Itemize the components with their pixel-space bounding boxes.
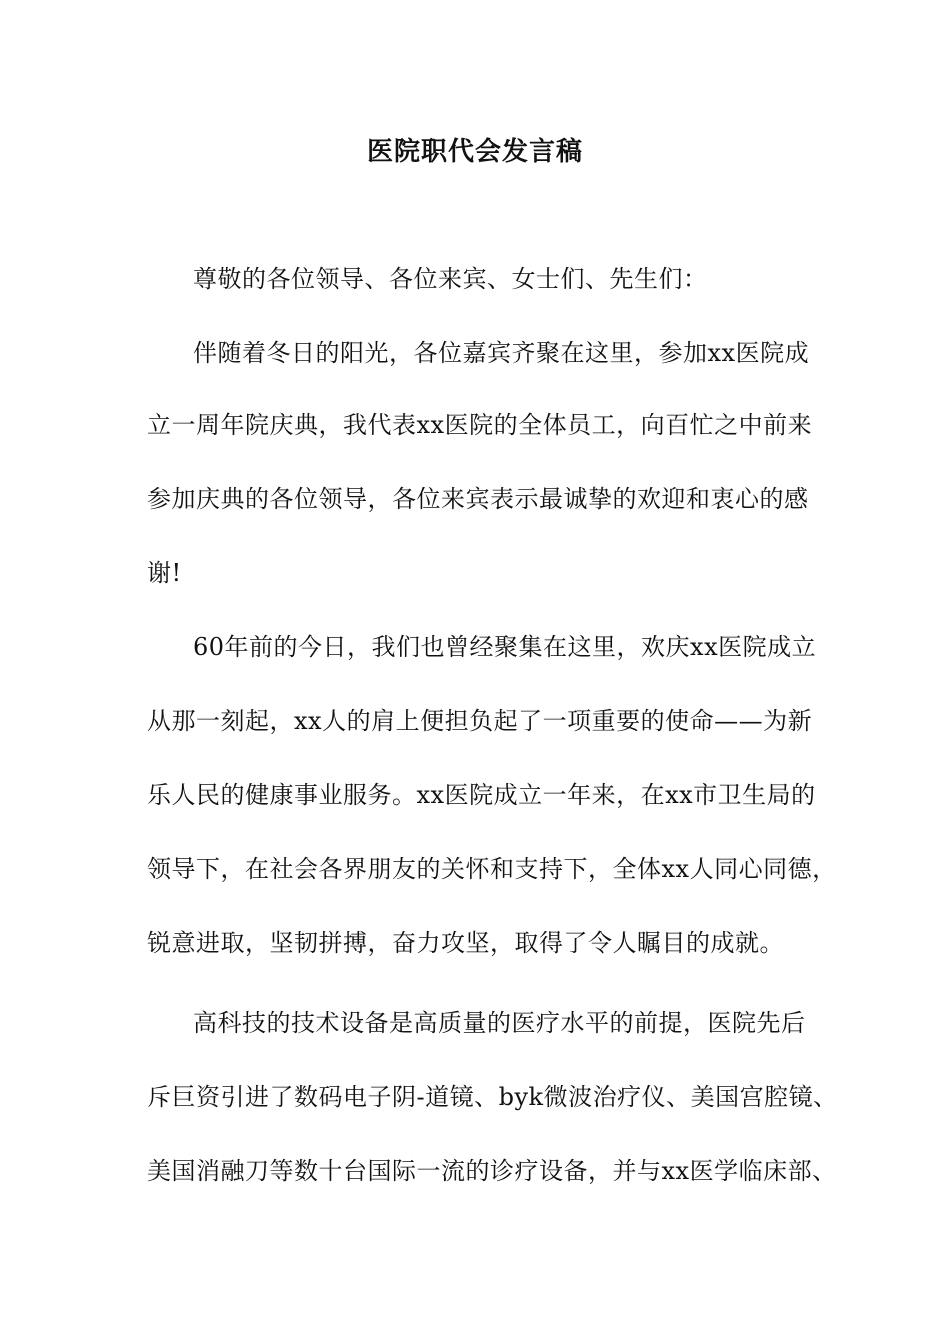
paragraph-line: 锐意进取，坚韧拼搏，奋力攻坚，取得了令人瞩目的成就。: [147, 929, 784, 957]
document-title: 医院职代会发言稿: [366, 137, 583, 167]
paragraph-line: 尊敬的各位领导、各位来宾、女士们、先生们：: [193, 265, 708, 293]
paragraph-line: 立一周年院庆典，我代表xx医院的全体员工，向百忙之中前来: [147, 411, 813, 439]
paragraph-line: 60年前的今日，我们也曾经聚集在这里，欢庆xx医院成立: [193, 633, 817, 661]
paragraph-line: 伴随着冬日的阳光，各位嘉宾齐聚在这里，参加xx医院成: [193, 339, 810, 367]
paragraph-line: 谢!: [147, 559, 182, 587]
paragraph-line: 领导下，在社会各界朋友的关怀和支持下，全体xx人同心同德，: [147, 855, 837, 883]
paragraph-line: 美国消融刀等数十台国际一流的诊疗设备，并与xx医学临床部、: [147, 1157, 837, 1185]
paragraph-line: 高科技的技术设备是高质量的医疗水平的前提，医院先后: [193, 1009, 806, 1037]
paragraph-line: 参加庆典的各位领导，各位来宾表示最诚挚的欢迎和衷心的感: [147, 485, 809, 513]
paragraph-line: 斥巨资引进了数码电子阴-道镜、byk微波治疗仪、美国宫腔镜、: [147, 1083, 838, 1111]
paragraph-line: 从那一刻起，xx人的肩上便担负起了一项重要的使命——为新: [147, 707, 813, 735]
paragraph-line: 乐人民的健康事业服务。xx医院成立一年来，在xx市卫生局的: [147, 781, 816, 809]
